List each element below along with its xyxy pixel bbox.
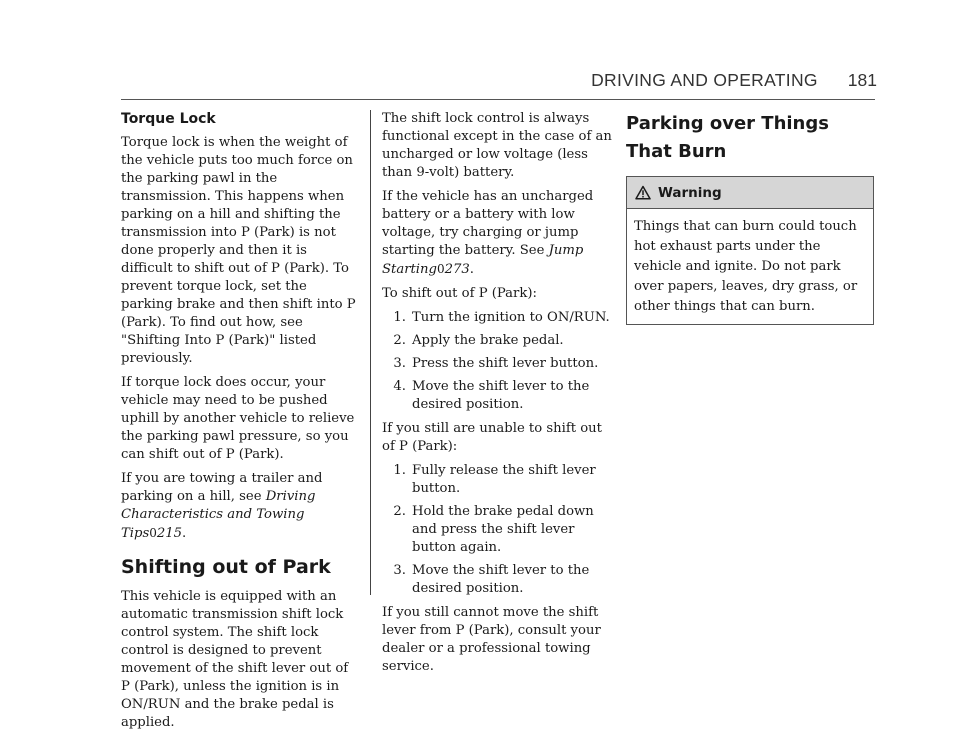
- list-item: [382, 332, 617, 350]
- paragraph-text: If you are towing a trailer and parking on a hill, see: [121, 471, 323, 504]
- column-1: [121, 110, 361, 738]
- consult-dealer-paragraph: If you still cannot move the shift lever from P (Park), consult your dealer or a professional towing service.: [382, 605, 601, 674]
- page-header: [0, 70, 877, 91]
- warning-title: Warning: [658, 184, 722, 201]
- shift-lock-paragraph: This vehicle is equipped with an automatic transmission shift lock control system. The shift lock control is designed to prevent movement of the shift lever out of P (Park), unless the ignition is in ON/RUN and the brake pedal is applied.: [121, 589, 349, 730]
- step-text: Press the shift lever button.: [412, 356, 599, 371]
- jump-starting-link[interactable]: Jump Starting: [382, 243, 584, 277]
- step-text: Hold the brake pedal down and press the shift lever button again.: [412, 504, 594, 555]
- list-item: [382, 309, 617, 327]
- page-ref-number[interactable]: 273: [444, 262, 470, 277]
- step-text: Move the shift lever to the desired position.: [412, 379, 590, 412]
- list-item: [382, 562, 617, 598]
- warning-body: [627, 209, 873, 324]
- step-number: 3.: [393, 563, 406, 578]
- warning-header: [627, 177, 873, 209]
- step-text: Apply the brake pedal.: [412, 333, 564, 348]
- list-item: [382, 378, 617, 414]
- uncharged-battery-paragraph: [382, 188, 617, 279]
- step-number: 2.: [393, 504, 406, 519]
- column-3: [626, 110, 876, 325]
- shift-out-steps: [382, 309, 617, 414]
- step-number: 1.: [393, 310, 406, 325]
- warning-triangle-icon: [635, 185, 651, 200]
- step-text: Turn the ignition to ON/RUN.: [412, 310, 610, 325]
- torque-lock-paragraph-2: If torque lock does occur, your vehicle may need to be pushed uphill by another vehicle to relieve the parking pawl pressure, so you can shift out of P (Park).: [121, 375, 355, 462]
- heading-line-1: Parking over Things: [626, 113, 829, 134]
- step-number: 1.: [393, 463, 406, 478]
- section-title: DRIVING AND OPERATING: [591, 70, 818, 90]
- list-item: [382, 355, 617, 373]
- shifting-out-of-park-heading: Shifting out of Park: [121, 556, 331, 578]
- shift-out-intro: To shift out of P (Park):: [382, 286, 537, 301]
- paragraph-text: If the vehicle has an uncharged battery or a battery with low voltage, try charging or jump starting the battery. See: [382, 189, 594, 258]
- list-item: [382, 462, 617, 498]
- warning-text: Things that can burn could touch hot exhaust parts under the vehicle and ignite. Do not park over papers, leaves, dry grass, or other things that can burn.: [634, 219, 858, 314]
- paragraph-end: .: [182, 526, 187, 541]
- step-text: Fully release the shift lever button.: [412, 463, 596, 496]
- page-number: 181: [847, 70, 877, 90]
- page-ref-number[interactable]: 215: [156, 526, 183, 541]
- header-rule: [121, 99, 875, 100]
- column-2: [382, 110, 617, 682]
- step-number: 2.: [393, 333, 406, 348]
- step-text: Move the shift lever to the desired position.: [412, 563, 590, 596]
- heading-line-2: That Burn: [626, 141, 727, 162]
- step-number: 3.: [393, 356, 406, 371]
- still-unable-intro: If you still are unable to shift out of P (Park):: [382, 421, 602, 454]
- step-number: 4.: [393, 379, 406, 394]
- page-ref-symbol: 0: [436, 262, 445, 276]
- torque-lock-paragraph-1: Torque lock is when the weight of the vehicle puts too much force on the parking pawl in the transmission. This happens when parking on a hill and shifting the transmission into P (Park) is not done properly and then it is difficult to shift out of P (Park). To prevent torque lock, set the parking brake and then shift into P (Park). To find out how, see "Shifting Into P (Park)" listed previously.: [121, 135, 356, 366]
- list-item: [382, 503, 617, 557]
- shift-lock-functional-paragraph: The shift lock control is always functional except in the case of an uncharged or low voltage (less than 9-volt) battery.: [382, 111, 612, 180]
- torque-lock-paragraph-3: [121, 470, 361, 543]
- page-ref-symbol: 0: [149, 526, 157, 540]
- column-divider: [370, 110, 371, 595]
- still-unable-steps: [382, 462, 617, 598]
- towing-tips-link[interactable]: Driving Characteristics and Towing Tips: [121, 489, 316, 541]
- torque-lock-heading: Torque Lock: [121, 111, 216, 127]
- warning-box: [626, 176, 874, 325]
- parking-over-things-heading: [626, 110, 876, 166]
- paragraph-end: .: [469, 262, 474, 277]
